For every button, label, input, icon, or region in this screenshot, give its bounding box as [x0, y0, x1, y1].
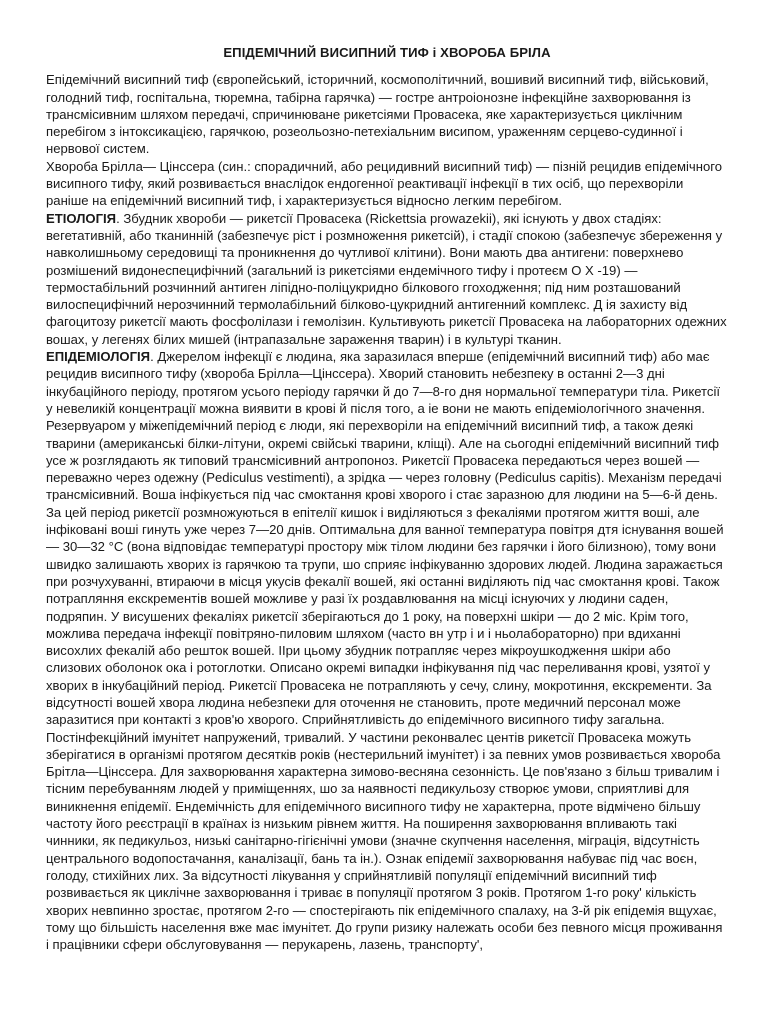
paragraph-text: . Збудник хвороби — рикетсії Провасека (Rickettsia prowazekii), які існують у двох стадіях: вегетативній, або тканинній (забезпечує ріст і розмноження рикетсій), і стадії спокою (забезпечує збереження у навколишньому середовищі та проникнення до чутливої клітини). Вони мають два антигени: поверхнево розмішений видонеспецифічний (загальний із рикетсіями ендемічного тифу і протеєм О Х -19) — термостабільний розчинний антиген ліпідно-поліцукридно білкового ггоходження; під ним розташований вилоспецифічний нерозчинний термолабільний білково-цукридний антигенний комплекс. Д ія захисту від фагоцитозу рикетсії мають фосфолілази і гемолізин. Культивують рикетсії Провасека на лабораторних одежних вошах, у легенях білих мишей (інтрапазальне зараження тварин) і в культурі тканин.: [46, 210, 727, 347]
section-heading-etiology: ЕТІОЛОГІЯ: [46, 210, 117, 226]
paragraph-text: . Джерелом інфекції є людина, яка заразилася вперше (епідемічний висипний тиф) або має рецидив висипного тифу (хвороба Брілла—Цінссера). Хворий становить небезпеку в останні 2—3 дні інкубаційного періоду, протягом усього періоду гарячки й до 7—8-го дня нормальної температури тіла. Рикетсії у невеликій концентрації можна виявити в крові й після того, а іе вони не мають епідеміологічного значення. Резервуаром у міжепідемічний період є люди, які перехворіли на епідемічний висипний тиф, а також деякі тварини (американські білки-літуни, окремі свійські тварини, кліщі). Але на сьогодні епідемічний висипний тиф усе ж розглядають як типовий трансмісивний антропоноз. Рикетсії Провасека передаються через вошей — переважно через одежну (Pediculus vestimenti), а зрідка — через головну (Pediculus capitis). Механізм передачі трансмісивний. Воша інфікується під час смоктання крові хворого і стає заразною для людини на 5—6-й день. За цей період рикетсії розмножуються в епітелії кишок і виділяються з фекаліями протягом життя воші, але інфіковані воші гинуть уже через 7—20 днів. Оптимальна для ванної температура повітря дтя існування вошей — 30—32 °С (вона відповідає температурі простору між тілом людини без гарячки і його білизною), тому вони швидко залишають хворих із гарячкою та трупи, шо сприяє інфікуванню здорових людей. Людина заражається при розчухуванні, втираючи в місця укусів фекалії вошей, які останні виділяють під час смоктання крові. Також потрапляння екскрементів вошей можливе у разі їх роздавлювання на місці існуючих у людини саден, подряпин. У висушених фекаліях рикетсії зберігаються до 1 року, на поверхні шкіри — до 2 міс. Крім того, можлива передача інфекції повітряно-пиловим шляхом (часто вн утр і и і ньолабораторно) при вдиханні висохлих фекалій або решток вошей. ІІри цьому збудник потрапляє через мікроушкодження шкіри або слизових оболонок ока і ротоглотки. Описано окремі випадки інфікування під час переливання крові, узятої у хворих в інкубаційний період. Рикетсії Провасека не потрапляють у сечу, слину, мокротиння, екскременти. За відсутності вошей хвора людина небезпеки для оточення не становить, проте медичний персонал може заразитися при контакті з кров'ю хворого. Сприйнятливість до епідемічного висипного тифу загальна. Постінфекційний імунітет напружений, тривалий. У частини реконвалес центів рикетсії Провасека можуть зберігатися в організмі протягом десятків років (нестерильний імунітет) і за певних умов розвивається хвороба Брітла—Цінссера. Для захворювання характерна зимово-весняна сезонність. Це пов'язано з більш тривалим і тісним перебуванням людей у приміщеннях, шо за наявності педикульозу створює умови, сприятливі для виникнення епідемії. Ендемічність для епідемічного висипного тифу не характерна, проте відмічено більшу частоту його реєстрації в країнах із низьким рівнем життя. На поширення захворювання впливають такі чинники, як педикульоз, низькі санітарно-гігієнічні умови (значне скупчення населення, міграція, відсутність центрального водопостачання, каналізації, бань та ін.). Ознак епідемії захворювання набуває під час воєн, голоду, стихійних лих. За відсутності лікування у сприйнятливій популяції епідемічний висипний тиф розвивається як циклічне захворювання і триває в популяції протягом 3 років. Протягом 1-го року' кількість хворих невпинно зростає, протягом 2-го — спостерігають пік епідемічного спалаху, на 3-й рік епідемія вщухає, тому що більшість населення вже має імунітет. До групи ризику належать особи без певного місця проживання і працівники сфери обслуговування — перукарень, лазень, транспорту',: [46, 349, 724, 953]
document-title: ЕПІДЕМІЧНИЙ ВИСИПНИЙ ТИФ і ХВОРОБА БРІЛА: [223, 45, 551, 60]
paragraph-brill-disease: [46, 158, 728, 210]
paragraph-etiology: [46, 210, 728, 348]
paragraph-definition: [46, 71, 728, 157]
paragraph-epidemiology: [46, 348, 728, 953]
section-heading-epidemiology: ЕПІДЕМІОЛОГІЯ: [46, 349, 151, 365]
paragraph-text: Хвороба Брілла— Цінссера (син.: спорадичний, або рецидивний висипний тиф) — пізній рецидив епідемічного висипного тифу, який розвивається внаслідок ендогенної реактивації інфекції в тих осіб, що перехворіли раніше на епідемічний висипний тиф, і характеризується відносно легким перебігом.: [46, 158, 723, 209]
paragraph-text: Епідемічний висипний тиф (європейський, історичний, космополітичний, вошивий висипний тиф, військовий, голодний тиф, госпітальна, тюремна, табірна гарячка) — гостре антроіонозне інфекційне захворювання із трансмісивним шляхом передачі, спричинюване рикетсіями Провасека, яке характеризується циклічним перебігом з інтоксикацією, гарячкою, розеольозно-петехіальним висипом, ураженням серцево-судинної і нервової систем.: [46, 72, 709, 157]
